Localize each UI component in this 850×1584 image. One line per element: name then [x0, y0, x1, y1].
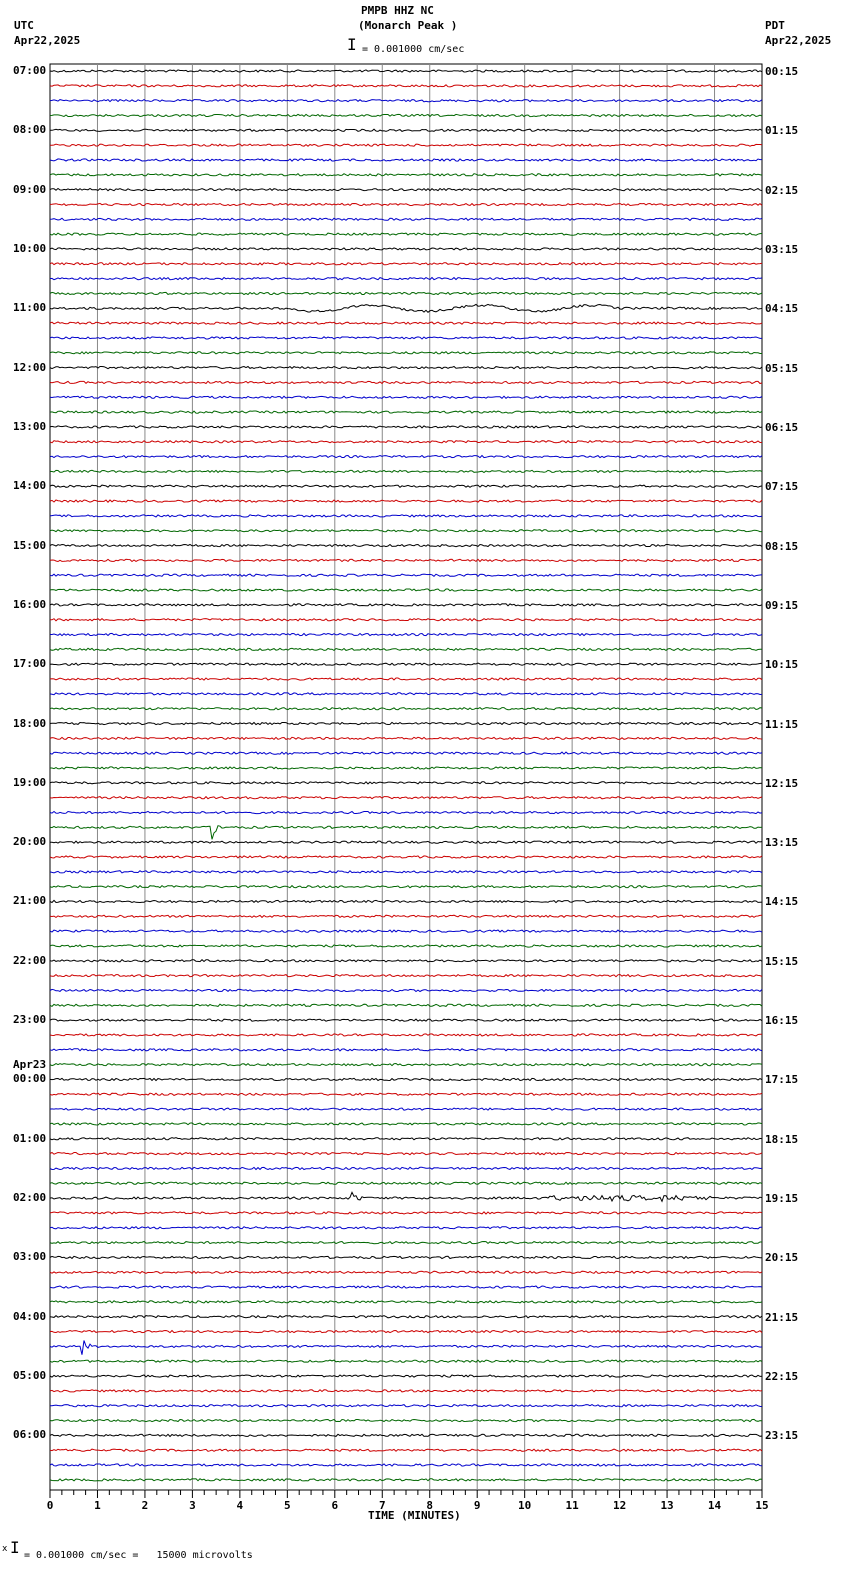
- seismic-trace: [50, 1123, 762, 1125]
- seismic-trace: [50, 841, 762, 843]
- x-tick-label: 8: [426, 1499, 434, 1512]
- seismic-trace: [50, 100, 762, 102]
- seismic-trace: [50, 559, 762, 561]
- site-title: (Monarch Peak ): [358, 19, 458, 32]
- x-tick-label: 9: [473, 1499, 481, 1512]
- footer-scale-icon: x: [2, 1544, 8, 1554]
- left-timezone: UTC: [14, 19, 34, 32]
- right-hour-label: 16:15: [765, 1014, 799, 1028]
- x-tick-label: 6: [331, 1499, 339, 1512]
- seismic-trace: [50, 1167, 762, 1169]
- seismic-trace: [50, 1108, 762, 1110]
- left-hour-label: 18:00: [13, 716, 47, 730]
- left-hour-label: 05:00: [13, 1369, 47, 1383]
- seismic-trace: [50, 1331, 762, 1333]
- left-hour-label: 01:00: [13, 1131, 47, 1145]
- seismic-trace: [50, 708, 762, 710]
- right-hour-label: 19:15: [765, 1192, 799, 1206]
- left-hour-label: 10:00: [13, 241, 47, 255]
- seismic-trace: [50, 1405, 762, 1407]
- seismic-trace: [50, 352, 762, 354]
- x-tick-label: 1: [94, 1499, 101, 1512]
- seismic-trace: [50, 633, 762, 635]
- seismic-trace: [50, 1375, 762, 1377]
- right-hour-label: 10:15: [765, 658, 799, 672]
- seismic-trace: [50, 1256, 762, 1258]
- seismic-trace: [50, 1153, 762, 1155]
- x-tick-label: 3: [189, 1499, 196, 1512]
- left-hour-label: 23:00: [13, 1013, 47, 1027]
- left-hour-label: 08:00: [13, 123, 47, 137]
- seismic-trace: [50, 322, 762, 324]
- seismic-trace: [50, 826, 762, 840]
- seismic-trace: [50, 1286, 762, 1288]
- seismic-trace: [50, 114, 762, 116]
- right-hour-label: 15:15: [765, 954, 799, 968]
- seismic-trace: [50, 1138, 762, 1140]
- seismic-trace: [50, 1019, 762, 1021]
- left-date: Apr22,2025: [14, 34, 81, 47]
- seismic-trace: [50, 589, 762, 591]
- right-hour-label: 04:15: [765, 302, 799, 316]
- seismic-trace: [50, 381, 762, 383]
- right-hour-label: 07:15: [765, 480, 799, 494]
- right-hour-label: 21:15: [765, 1310, 799, 1324]
- seismic-trace: [50, 604, 762, 606]
- seismic-trace: [50, 1212, 762, 1214]
- right-hour-label: 11:15: [765, 717, 799, 731]
- seismic-trace: [50, 470, 762, 472]
- x-tick-label: 2: [141, 1499, 149, 1512]
- scale-label: = 0.001000 cm/sec: [362, 44, 465, 55]
- x-tick-label: 11: [565, 1499, 579, 1512]
- seismic-trace: [50, 811, 762, 813]
- seismic-trace: [50, 1316, 762, 1318]
- left-hour-label: 19:00: [13, 775, 47, 789]
- left-hour-label: 03:00: [13, 1250, 47, 1264]
- seismic-trace: [50, 189, 762, 191]
- right-hour-label: 01:15: [765, 124, 799, 138]
- right-hour-label: 09:15: [765, 598, 799, 612]
- left-hour-label: 20:00: [13, 835, 47, 849]
- seismic-trace: [50, 337, 762, 339]
- seismic-trace: [50, 218, 762, 220]
- left-hour-label: 00:00: [13, 1072, 47, 1086]
- seismic-trace: [50, 485, 762, 487]
- seismic-trace: [50, 1301, 762, 1303]
- seismic-trace: [50, 737, 762, 739]
- seismic-trace: [50, 1064, 762, 1066]
- left-hour-label: 17:00: [13, 657, 47, 671]
- seismic-trace: [50, 1078, 762, 1080]
- seismic-trace: [50, 426, 762, 428]
- seismic-trace: [50, 989, 762, 991]
- x-tick-label: 0: [46, 1499, 54, 1512]
- seismic-trace: [50, 396, 762, 398]
- x-tick-label: 5: [284, 1499, 291, 1512]
- seismic-trace: [50, 1242, 762, 1244]
- seismic-trace: [50, 233, 762, 235]
- seismic-trace: [50, 915, 762, 917]
- seismic-trace: [50, 144, 762, 146]
- seismic-trace: [50, 1227, 762, 1229]
- seismic-trace: [50, 782, 762, 784]
- seismic-trace: [50, 574, 762, 576]
- left-hour-label: 06:00: [13, 1428, 47, 1442]
- seismic-trace: [50, 871, 762, 873]
- right-hour-label: 18:15: [765, 1132, 799, 1146]
- x-tick-label: 15: [755, 1499, 769, 1512]
- left-hour-label: 12:00: [13, 360, 47, 374]
- seismic-trace: [50, 1049, 762, 1051]
- seismic-trace: [50, 263, 762, 265]
- seismic-trace: [50, 515, 762, 517]
- seismic-trace: [50, 367, 762, 369]
- seismic-trace: [50, 1464, 762, 1466]
- left-hour-label: 09:00: [13, 182, 47, 196]
- seismic-trace: [50, 663, 762, 665]
- seismic-trace: [50, 70, 762, 72]
- seismic-trace: [50, 411, 762, 413]
- right-hour-label: 22:15: [765, 1370, 799, 1384]
- right-hour-label: 13:15: [765, 836, 799, 850]
- seismic-trace: [50, 129, 762, 131]
- right-hour-label: 06:15: [765, 420, 799, 434]
- seismic-trace: [50, 1360, 762, 1362]
- right-hour-label: 14:15: [765, 895, 799, 909]
- right-hour-label: 02:15: [765, 183, 799, 197]
- seismic-trace: [50, 159, 762, 161]
- left-hour-label: 13:00: [13, 419, 47, 433]
- seismic-trace: [50, 1434, 762, 1436]
- seismic-trace: [50, 1271, 762, 1273]
- seismic-trace: [50, 1034, 762, 1036]
- seismic-trace: [50, 1479, 762, 1481]
- right-hour-label: 03:15: [765, 242, 799, 256]
- date-change-label: Apr23: [13, 1058, 47, 1072]
- seismic-trace: [50, 752, 762, 754]
- seismic-trace: [50, 886, 762, 888]
- seismic-trace: [50, 278, 762, 280]
- seismic-trace: [50, 960, 762, 962]
- seismic-trace: [50, 1449, 762, 1451]
- seismic-trace: [50, 619, 762, 621]
- left-hour-label: 15:00: [13, 538, 47, 552]
- scale-bar-icon: I: [347, 35, 357, 54]
- right-timezone: PDT: [765, 19, 785, 32]
- left-hour-label: 16:00: [13, 597, 47, 611]
- seismic-trace: [50, 530, 762, 532]
- x-axis-title: TIME (MINUTES): [368, 1509, 461, 1522]
- seismic-trace: [50, 900, 762, 902]
- seismic-trace: [50, 174, 762, 176]
- x-tick-label: 10: [518, 1499, 532, 1512]
- left-hour-label: 07:00: [13, 64, 47, 77]
- right-hour-label: 17:15: [765, 1073, 799, 1087]
- seismic-trace: [50, 648, 762, 650]
- x-tick-label: 14: [707, 1499, 722, 1512]
- right-date: Apr22,2025: [765, 34, 832, 47]
- left-hour-label: 04:00: [13, 1309, 47, 1323]
- seismic-trace: [50, 767, 762, 769]
- footer-scale-text: = 0.001000 cm/sec = 15000 microvolts: [24, 1550, 253, 1561]
- seismic-trace: [50, 292, 762, 294]
- seismic-trace: [50, 1192, 762, 1201]
- seismic-trace: [50, 722, 762, 724]
- trace-lines: [50, 70, 762, 1481]
- left-hour-label: 14:00: [13, 479, 47, 493]
- right-hour-label: 05:15: [765, 361, 799, 375]
- seismic-trace: [50, 85, 762, 87]
- seismic-trace: [50, 441, 762, 443]
- left-hour-label: 11:00: [13, 301, 47, 315]
- left-hour-label: 02:00: [13, 1191, 47, 1205]
- seismic-trace: [50, 1341, 762, 1355]
- x-tick-label: 7: [378, 1499, 386, 1512]
- seismic-trace: [50, 456, 762, 458]
- x-tick-label: 4: [236, 1499, 244, 1512]
- seismic-trace: [50, 1093, 762, 1095]
- seismic-trace: [50, 797, 762, 799]
- seismic-trace: [50, 1182, 762, 1184]
- footer-scale-bar-icon: I: [10, 1538, 20, 1557]
- seismic-trace: [50, 1004, 762, 1006]
- right-hour-label: 00:15: [765, 65, 799, 78]
- station-title: PMPB HHZ NC: [361, 4, 434, 17]
- x-tick-label: 13: [660, 1499, 674, 1512]
- seismic-trace: [50, 975, 762, 977]
- seismic-trace: [50, 856, 762, 858]
- seismic-trace: [50, 678, 762, 680]
- seismic-trace: [50, 1419, 762, 1421]
- seismic-trace: [50, 248, 762, 250]
- x-tick-label: 12: [612, 1499, 627, 1512]
- seismic-trace: [50, 500, 762, 502]
- right-hour-label: 12:15: [765, 776, 799, 790]
- right-hour-label: 08:15: [765, 539, 799, 553]
- seismic-trace: [50, 304, 762, 312]
- right-hour-label: 23:15: [765, 1429, 799, 1443]
- left-hour-label: 21:00: [13, 894, 47, 908]
- seismic-trace: [50, 930, 762, 932]
- seismic-trace: [50, 545, 762, 547]
- seismic-trace: [50, 1390, 762, 1392]
- left-hour-label: 22:00: [13, 953, 47, 967]
- right-hour-label: 20:15: [765, 1251, 799, 1265]
- seismic-trace: [50, 203, 762, 205]
- seismic-trace: [50, 945, 762, 947]
- seismic-trace: [50, 693, 762, 695]
